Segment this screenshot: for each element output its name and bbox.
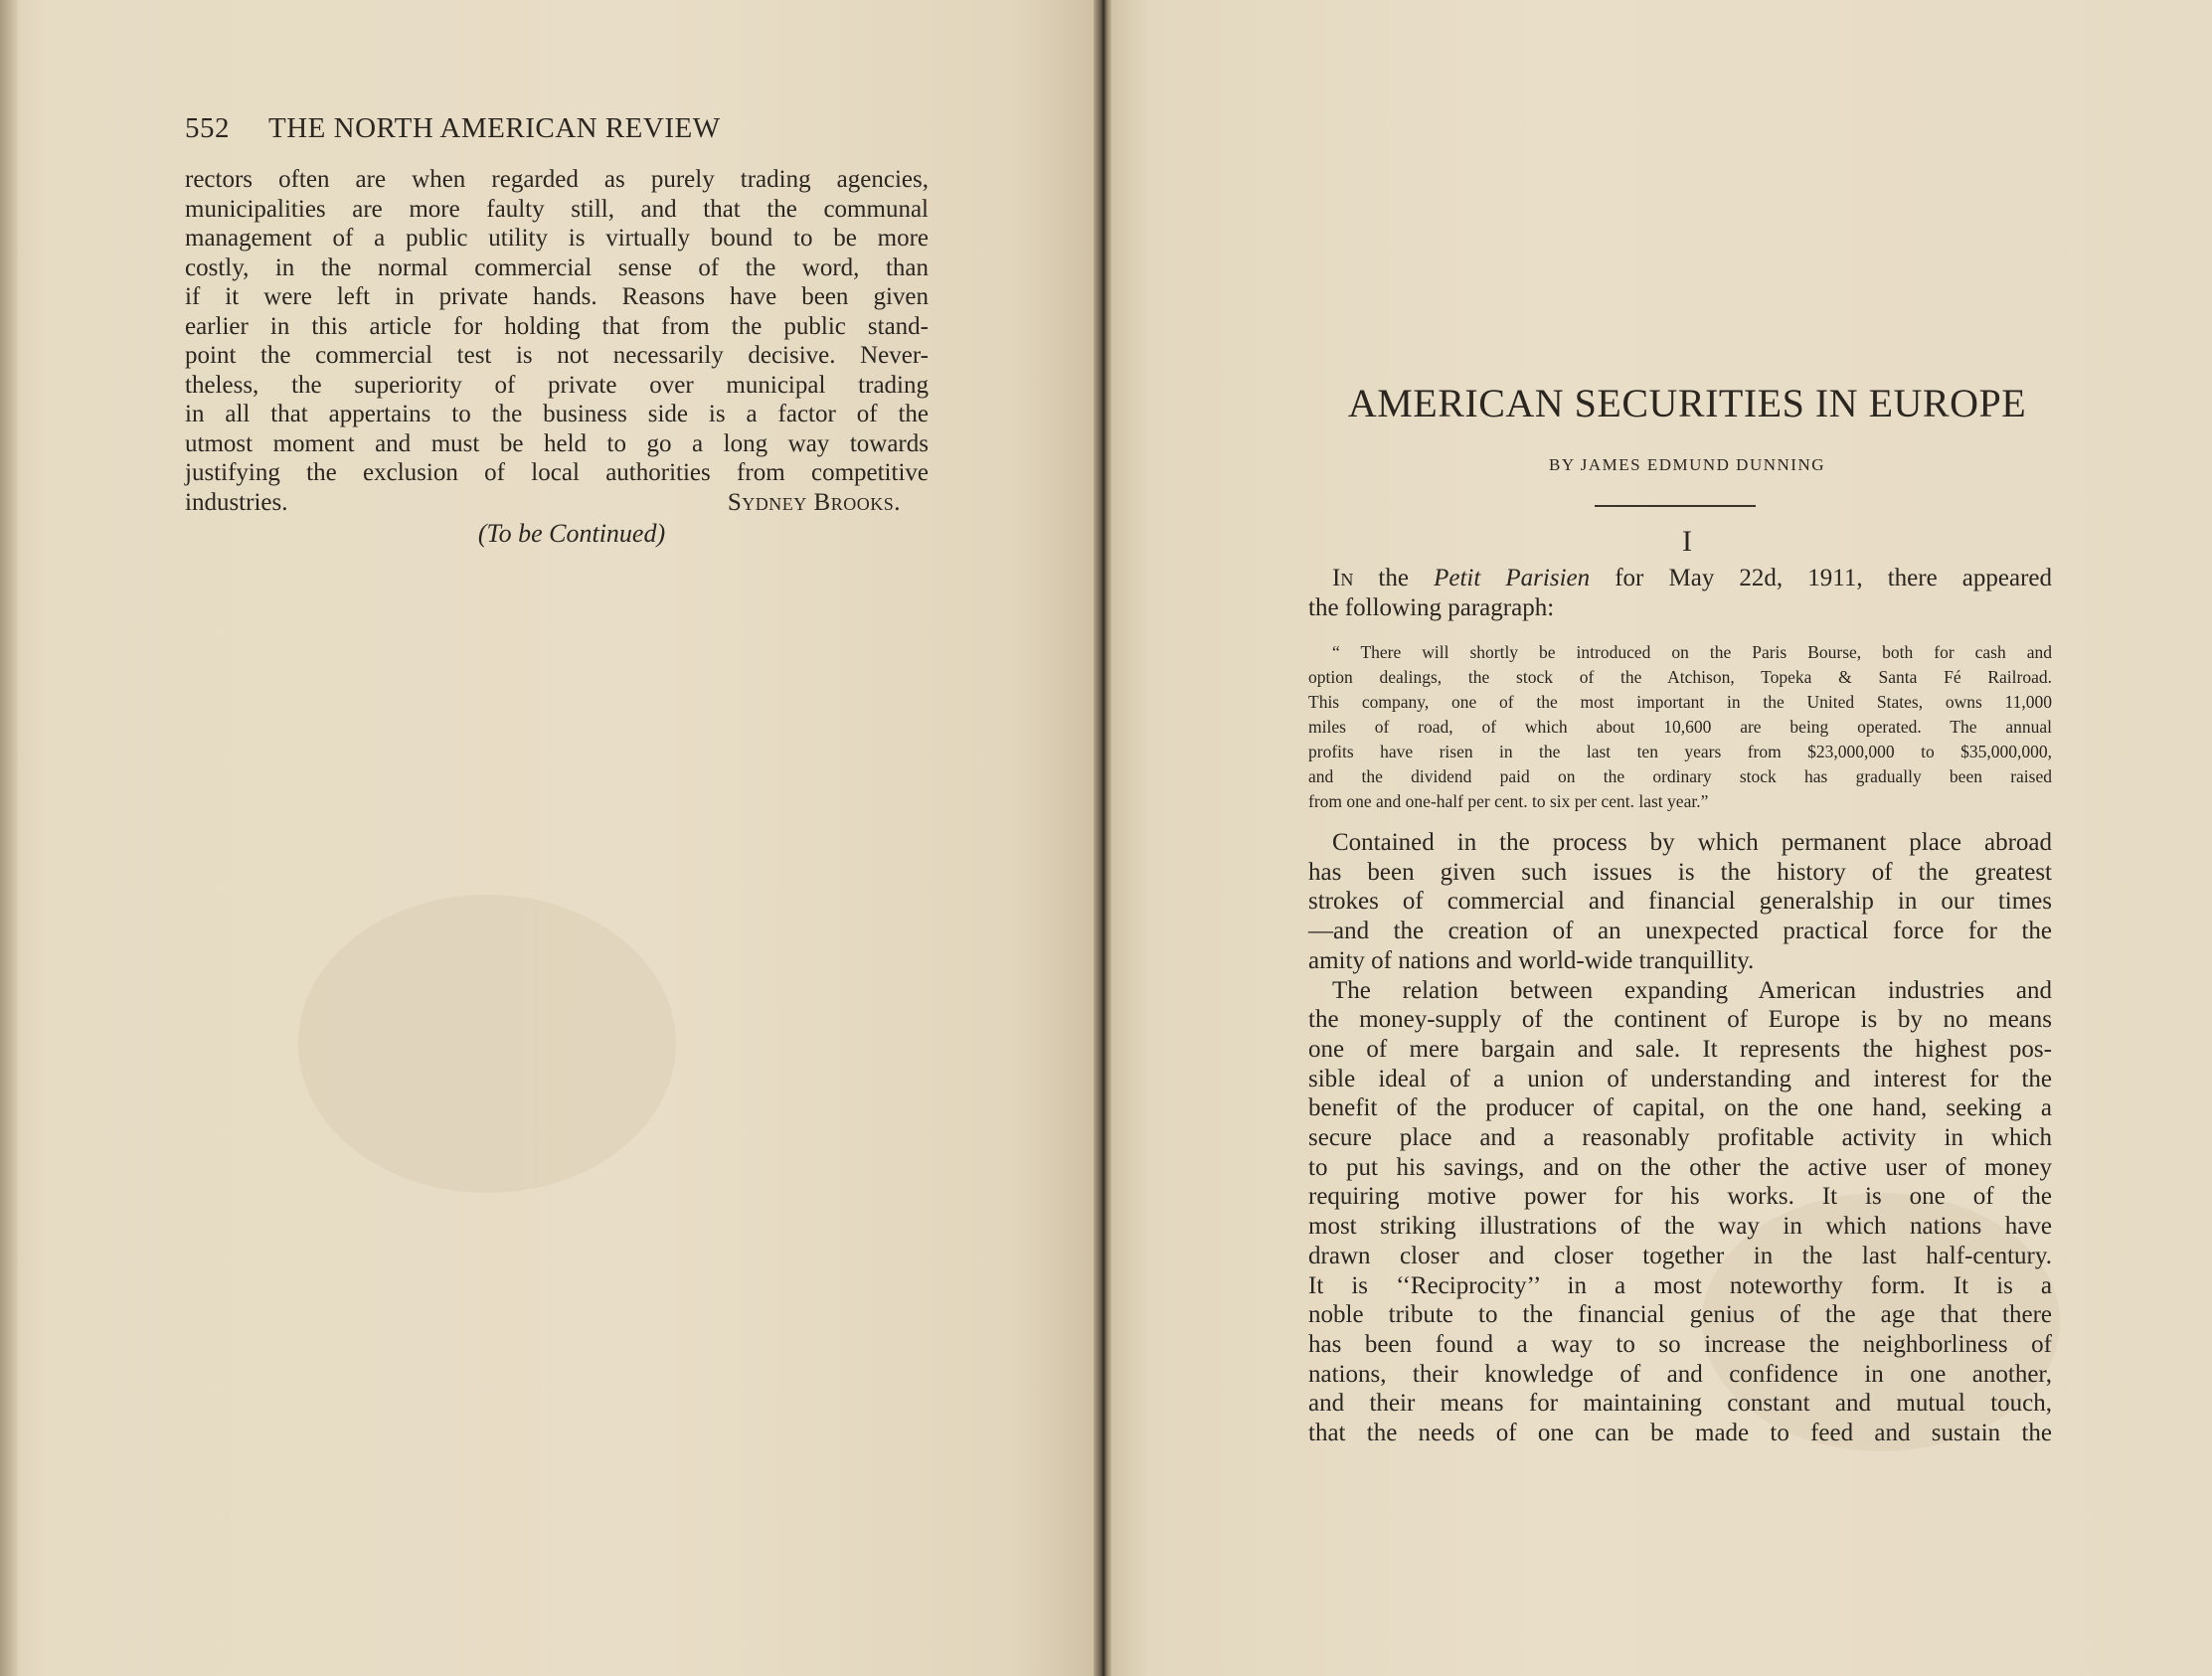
quote-line: miles of road, of which about 10,600 are being operated. The annual [1308,717,2052,737]
text-line: The relation between expanding American industries and [1332,976,2052,1004]
drop-word: In [1332,565,1354,591]
block-quote [1308,640,2052,814]
intro-paragraph [1308,564,2052,623]
text-line: strokes of commercial and financial generalship in our times [1308,888,2052,916]
text-line: benefit of the producer of capital, on the one hand, seeking a [1308,1094,2052,1122]
section-number: I [1682,525,1692,558]
text-line: has been given such issues is the history of the greatest [1308,858,2052,886]
running-head [185,112,931,145]
text-line: —and the creation of an unexpected practical force for the [1308,918,2052,945]
final-line-row [185,488,929,518]
intro-line [1308,564,2052,593]
text-line: earlier in this article for holding that from the public stand- [185,312,929,340]
text-line: the money-supply of the continent of Europe is by no means [1308,1006,2052,1034]
text-line: costly, in the normal commercial sense of the word, than [185,253,929,281]
text-line: has been found a way to so increase the neighborliness of [1308,1330,2052,1358]
quote-line: “ There will shortly be introduced on the Paris Bourse, both for cash and [1332,642,2052,662]
text-line: requiring motive power for his works. It is one of the [1308,1183,2052,1211]
text-line: municipalities are more faulty still, and that the communal [185,195,929,223]
text-line: one of mere bargain and sale. It represents the highest pos- [1308,1035,2052,1063]
text-line: point the commercial test is not necessarily decisive. Never- [185,342,929,369]
page-edge [0,0,18,1676]
text-line: It is ‘‘Reciprocity’’ in a most noteworthy form. It is a [1308,1271,2052,1299]
text-line: most striking illustrations of the way in which nations have [1308,1213,2052,1241]
text-line: and their means for maintaining constant and mutual touch, [1308,1390,2052,1418]
title-rule [1595,505,1756,507]
text-line: sible ideal of a union of understanding and interest for the [1308,1065,2052,1092]
text-line: nations, their knowledge of and confidence in one another, [1308,1360,2052,1388]
intro-text: the [1353,565,1435,591]
intro-line: the following paragraph: [1308,594,1555,621]
text-line: justifying the exclusion of local authorities from competitive [185,459,929,486]
quote-line: This company, one of the most important in the United States, owns 11,000 [1308,692,2052,712]
to-be-continued: (To be Continued) [477,519,666,548]
text-line: in all that appertains to the business side is a factor of the [185,401,929,427]
paper-stain [298,895,676,1193]
page-number: 552 [185,112,230,144]
text-line: amity of nations and world-wide tranquillity. [1308,946,1755,974]
quote-line: profits have risen in the last ten years from $23,000,000 to $35,000,000, [1308,742,2052,761]
article-body [1308,828,2052,1448]
intro-text: for May 22d, 1911, there appeared [1590,565,2052,591]
quote-line: option dealings, the stock of the Atchison, Topeka & Santa Fé Railroad. [1308,667,2052,687]
author-signature: Sydney Brooks. [727,488,901,516]
text-line: noble tribute to the financial genius of the age that there [1308,1301,2052,1329]
text-line: that the needs of one can be made to feed and sustain the [1308,1420,2052,1447]
quote-line: and the dividend paid on the ordinary stock has gradually been raised [1308,766,2052,786]
text-line: rectors often are when regarded as purely trading agencies, [185,166,929,193]
text-line: drawn closer and closer together in the last half-century. [1308,1242,2052,1269]
journal-title: THE NORTH AMERICAN REVIEW [268,112,721,144]
text-line: utmost moment and must be held to go a long way towards [185,429,929,457]
byline: BY JAMES EDMUND DUNNING [1548,455,1825,474]
article-title: AMERICAN SECURITIES IN EUROPE [1347,381,2027,425]
quote-line: from one and one-half per cent. to six per cent. last year.” [1308,791,1709,811]
text-line: industries. [185,488,288,516]
text-line: if it were left in private hands. Reasons have been given [185,283,929,310]
publication-name: Petit Parisien [1434,565,1591,591]
text-line: management of a public utility is virtually bound to be more [185,225,929,251]
text-line: theless, the superiority of private over municipal trading [185,371,929,399]
text-line: Contained in the process by which permanent place abroad [1332,829,2052,856]
text-line: to put his savings, and on the other the active user of money [1308,1153,2052,1181]
article-conclusion [185,165,929,517]
text-line: secure place and a reasonably profitable activity in which [1308,1124,2052,1152]
book-gutter [1094,0,1111,1676]
